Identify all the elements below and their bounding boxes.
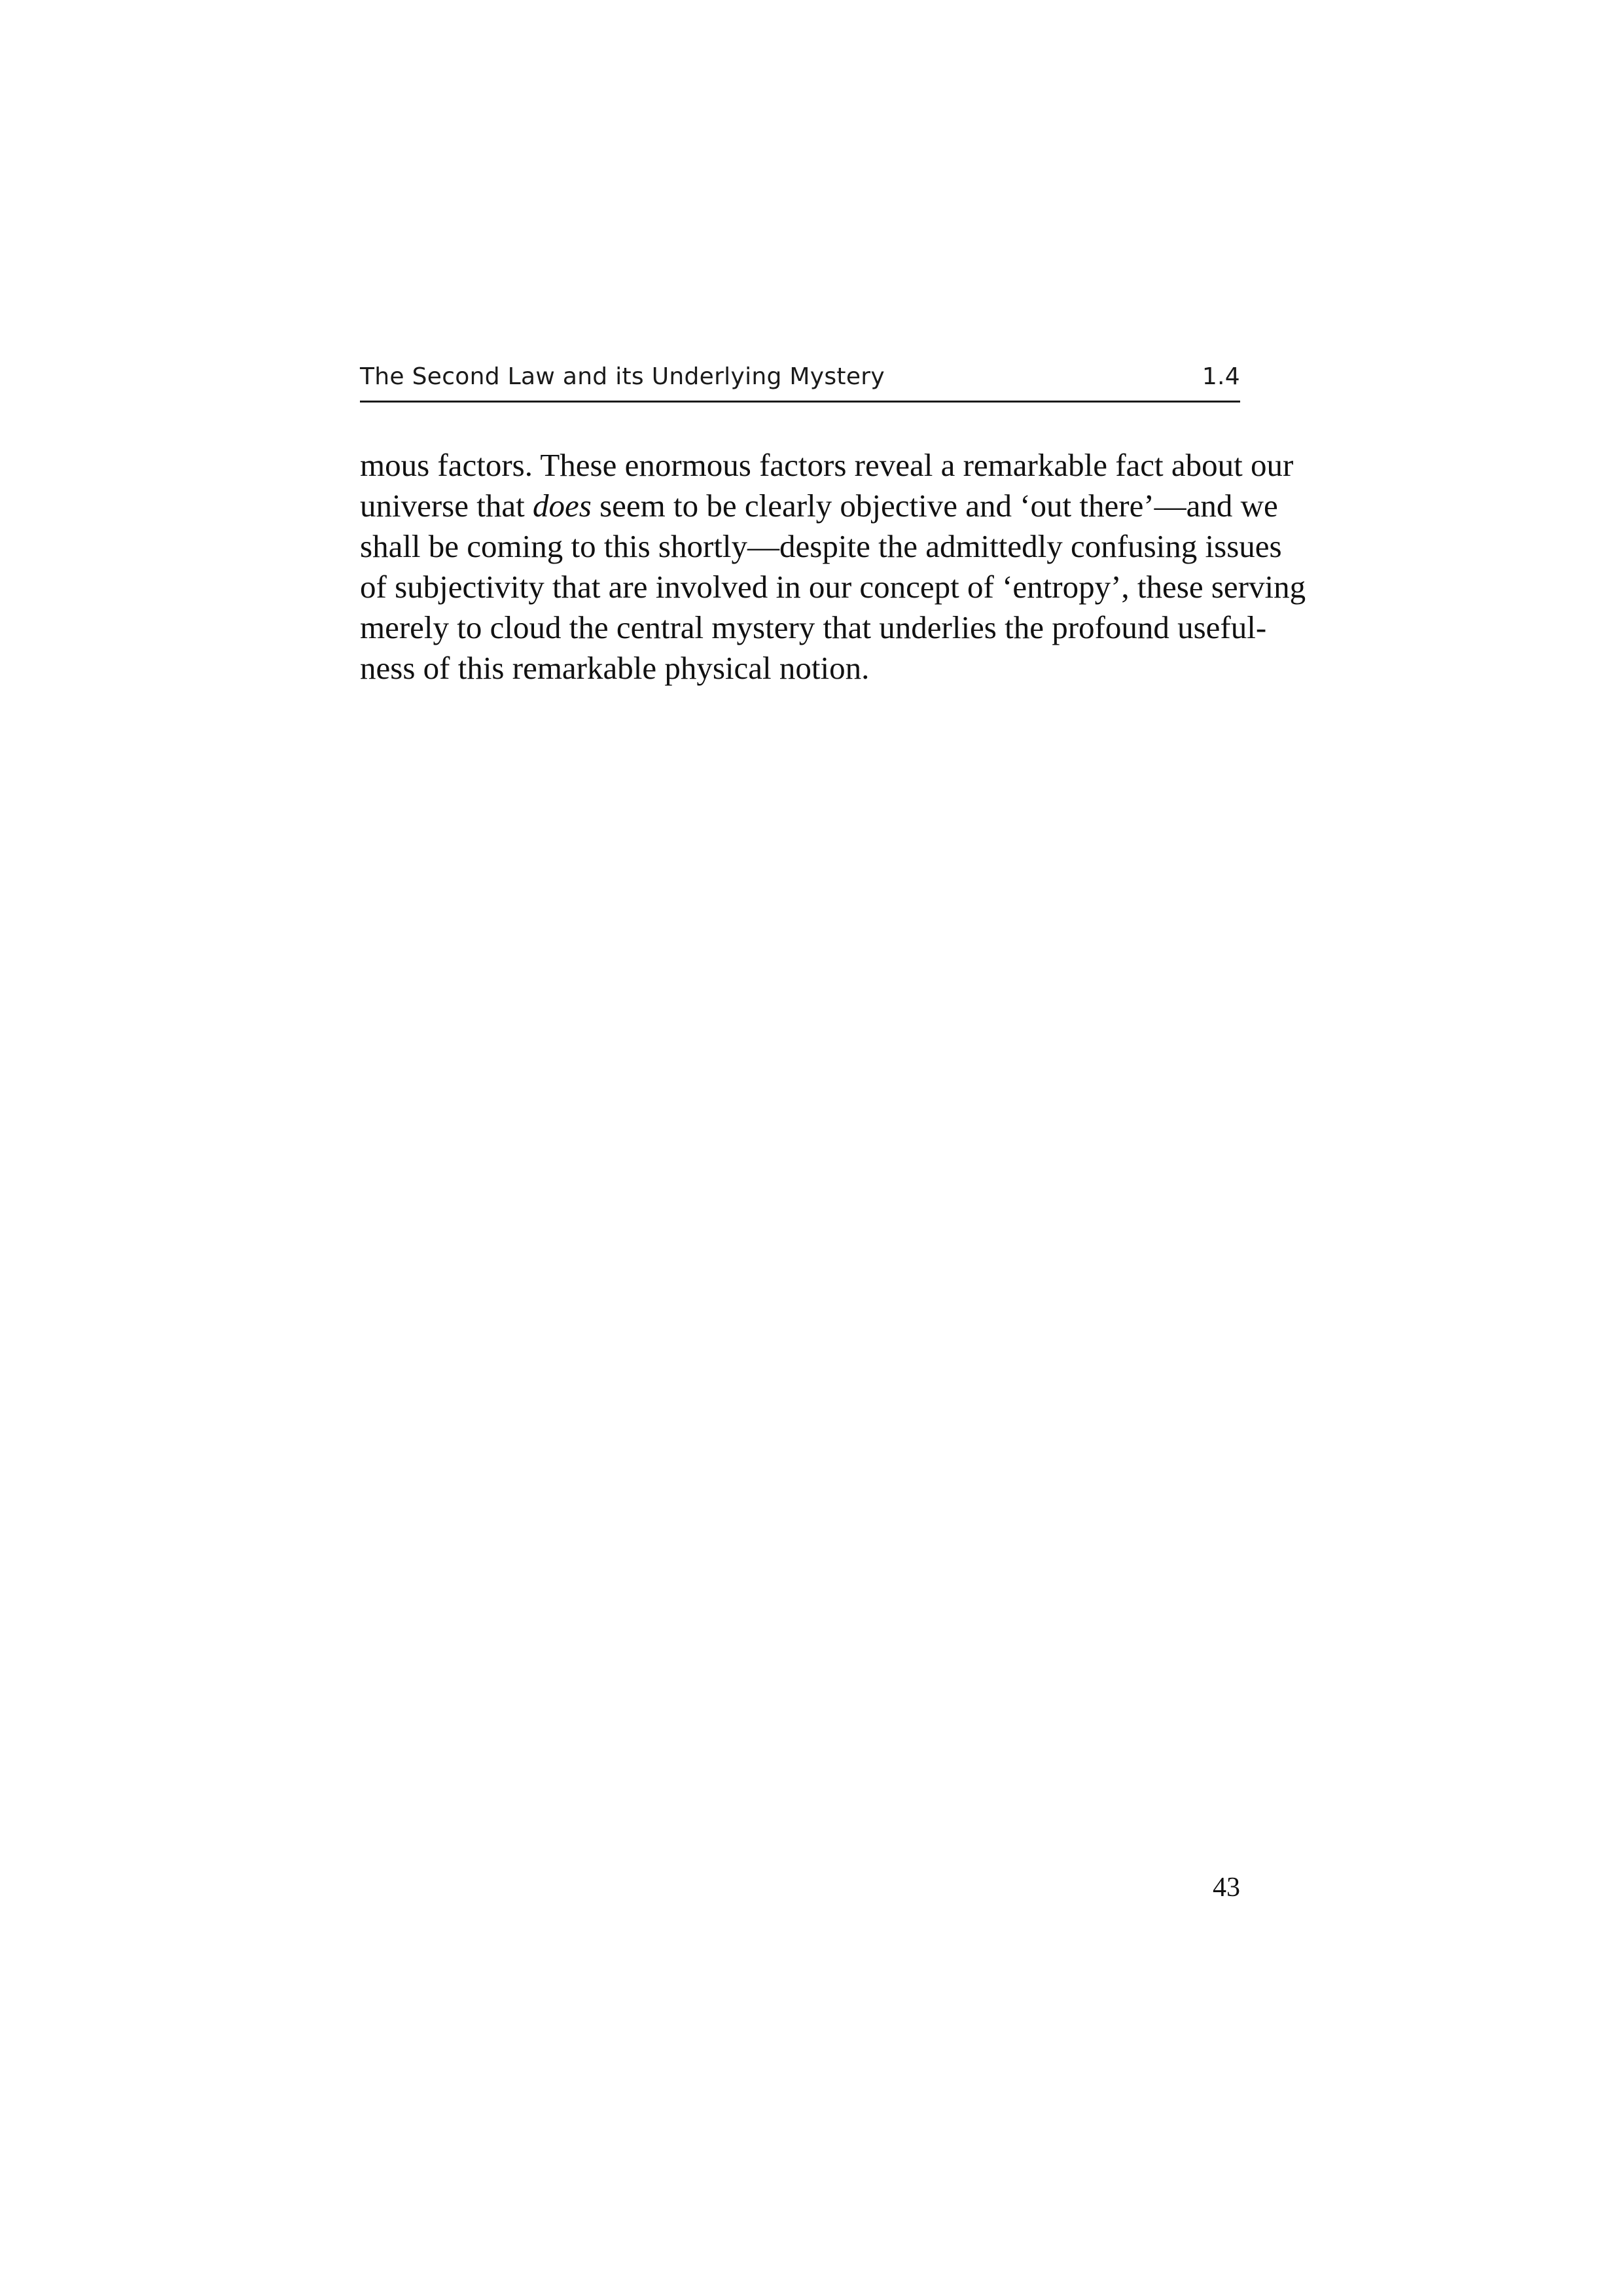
paragraph-line: merely to cloud the central mystery that underlies the profound useful- xyxy=(360,609,1267,645)
emphasized-word: does xyxy=(532,488,592,524)
paragraph-line: ness of this remarkable physical notion. xyxy=(360,650,870,686)
running-head-title: The Second Law and its Underlying Mystery xyxy=(360,363,885,390)
line-text-after-emphasis: seem to be clearly objective and ‘out there’—and we xyxy=(591,488,1278,524)
paragraph-line: of subjectivity that are involved in our concept of ‘entropy’, these serving xyxy=(360,569,1306,605)
paragraph-line: mous factors. These enormous factors reveal a remarkable fact about our xyxy=(360,447,1294,483)
paragraph-line: shall be coming to this shortly—despite the admittedly confusing issues xyxy=(360,528,1282,564)
body-paragraph xyxy=(360,445,1306,689)
running-head xyxy=(360,357,1240,403)
paragraph-line xyxy=(360,486,1278,526)
line-text-before-emphasis: universe that xyxy=(360,488,533,524)
running-head-section-number: 1.4 xyxy=(1202,363,1240,390)
page-number: 43 xyxy=(1213,1873,1240,1903)
